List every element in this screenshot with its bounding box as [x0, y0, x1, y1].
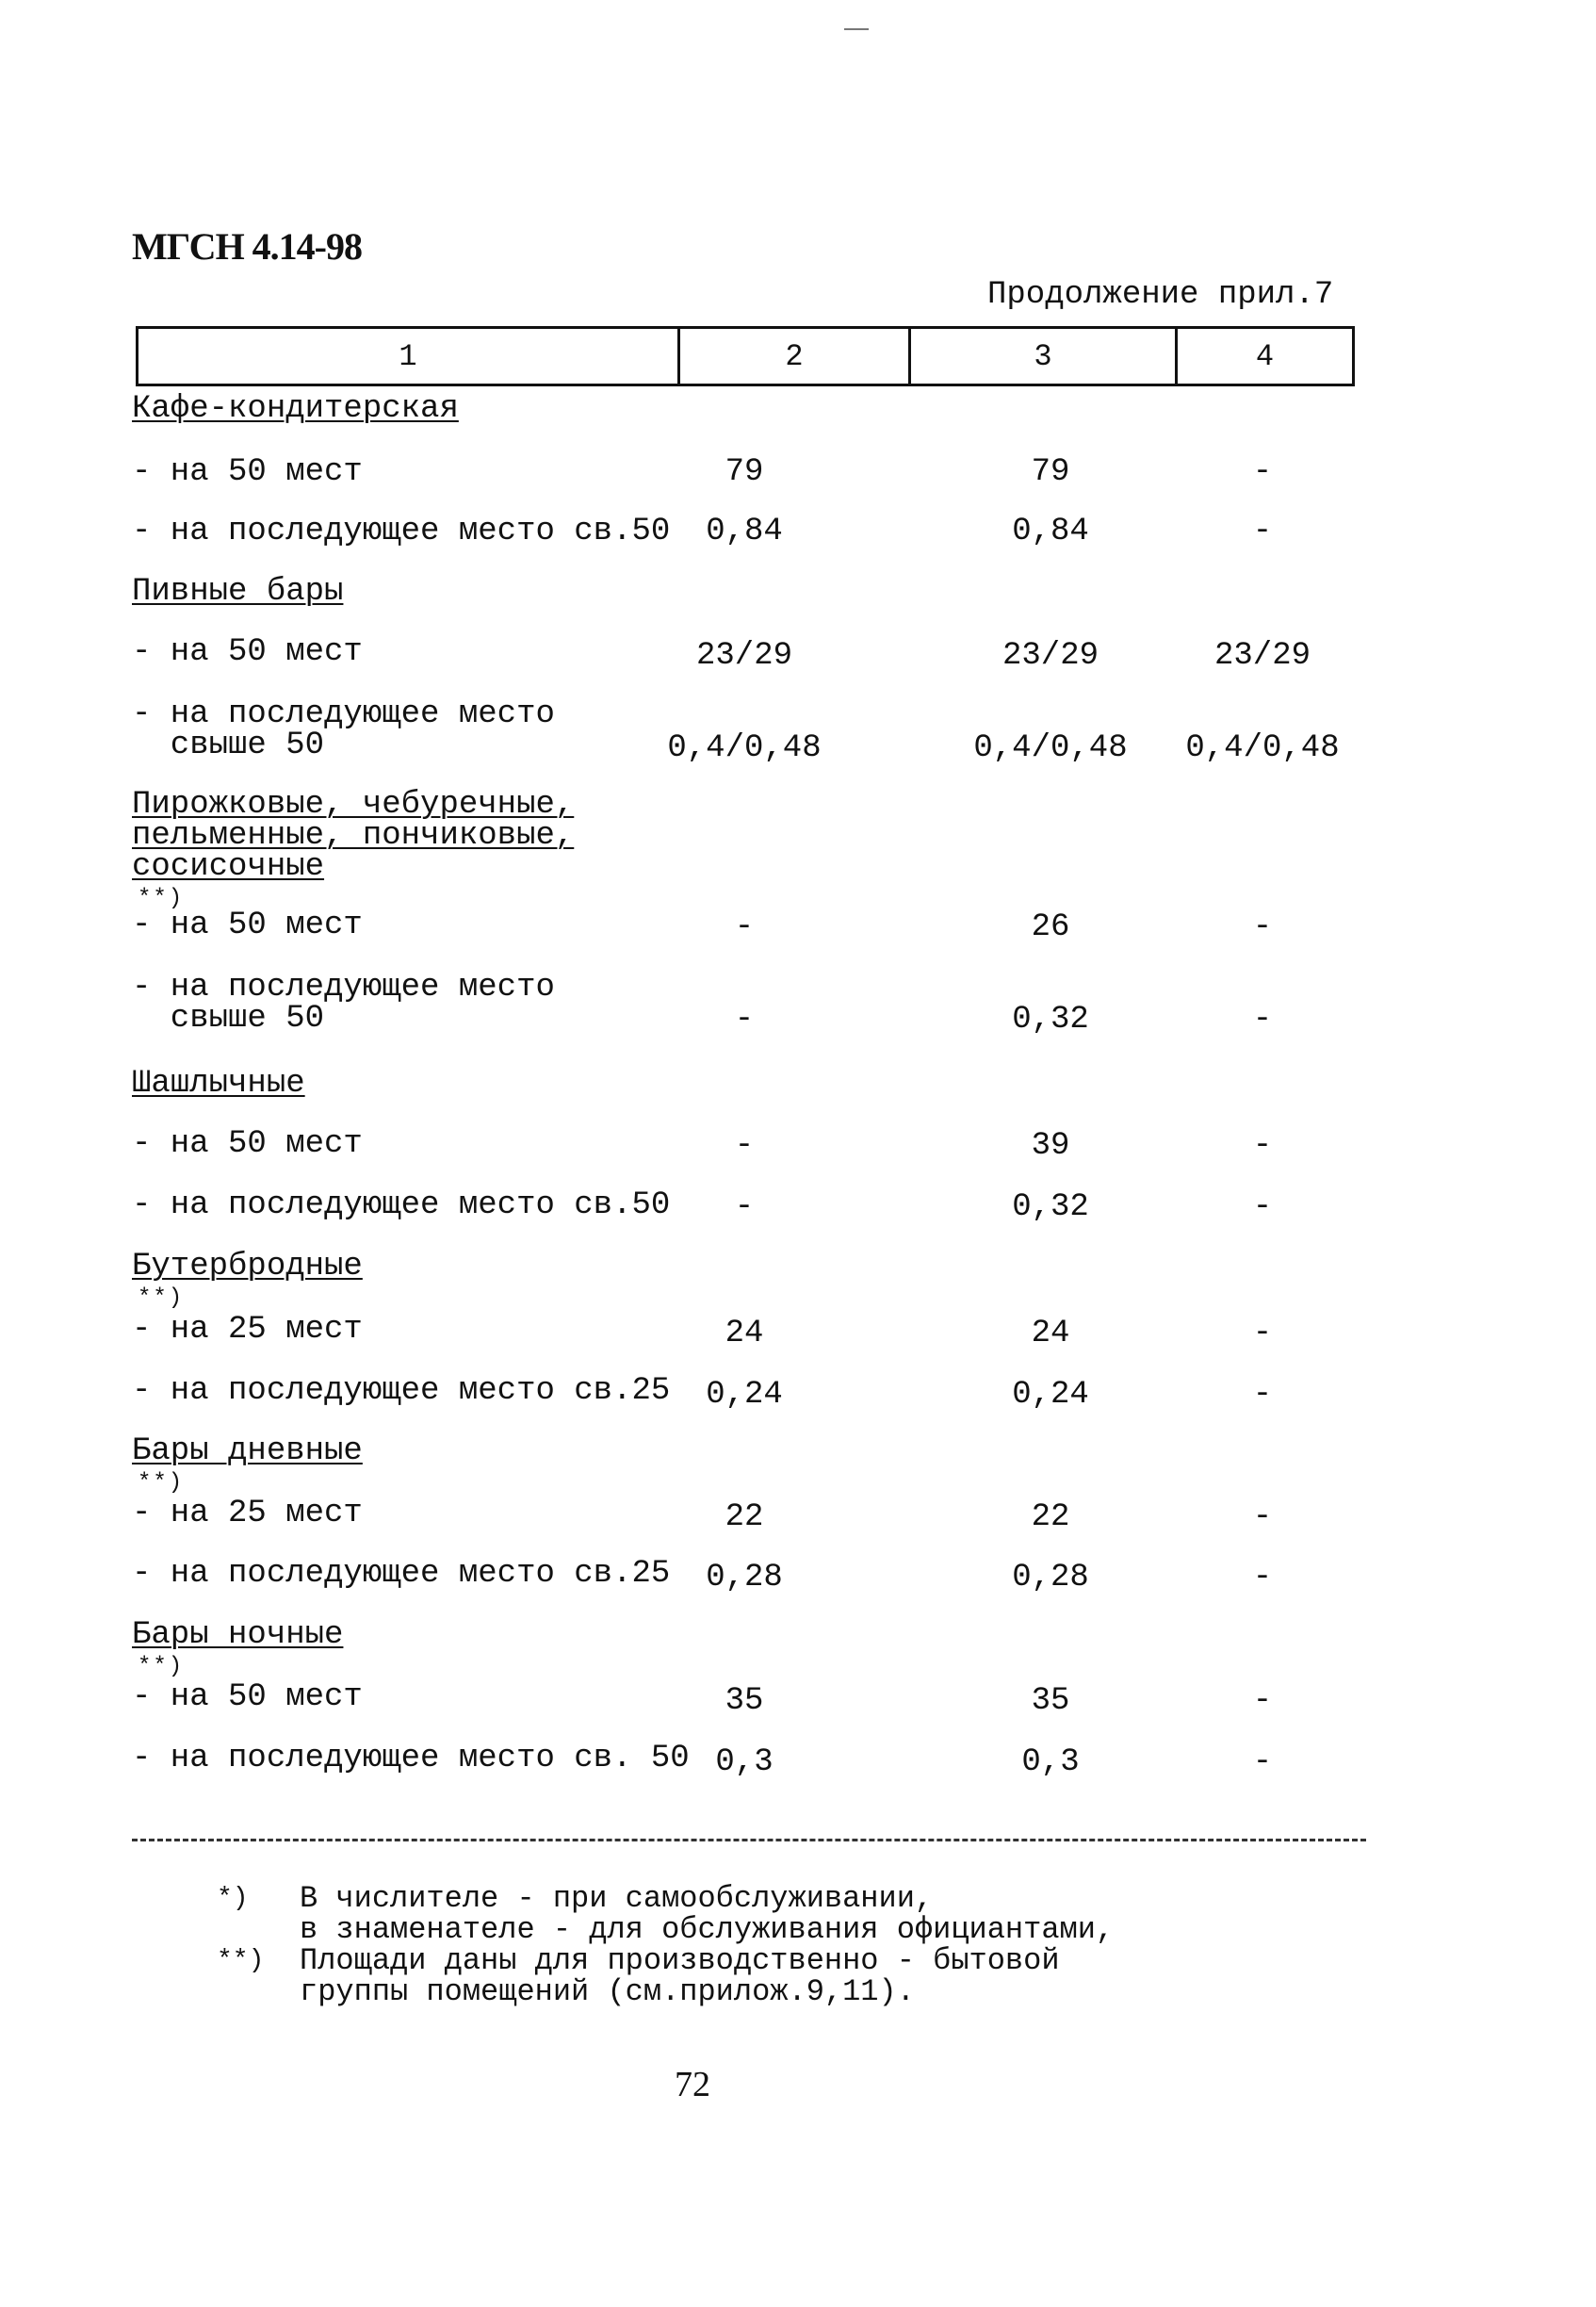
- row-label: - на 25 мест: [132, 1496, 363, 1531]
- row-label: - на последующее место св. 50: [132, 1741, 690, 1776]
- group-title: Кафе-кондитерская: [132, 391, 459, 427]
- row-label: - на 50 мест: [132, 454, 363, 490]
- value-cell-4: 0,4/0,48: [1185, 730, 1340, 766]
- row-label: - на последующее место св.50: [132, 1187, 671, 1223]
- value-cell-3: 0,84: [1012, 514, 1089, 549]
- row-label: - на 25 мест: [132, 1312, 363, 1348]
- group-title: Шашлычные: [132, 1066, 305, 1102]
- group-title-wrap: [132, 787, 575, 918]
- row-label: - на последующее место св.25: [132, 1556, 671, 1592]
- value-cell-3: 0,32: [1012, 1189, 1089, 1225]
- value-cell-4: 23/29: [1213, 638, 1311, 674]
- value-cell-3: 23/29: [1002, 638, 1099, 674]
- footnote-mark: *): [217, 1884, 249, 1913]
- value-cell-4: -: [1252, 1560, 1273, 1595]
- header-cell-3: 3: [911, 329, 1178, 384]
- footnote-reference-mark: **): [138, 1470, 185, 1496]
- group-title-wrap: [132, 1617, 344, 1686]
- row-label: - на 50 мест: [132, 1679, 363, 1715]
- value-cell-2: 23/29: [695, 638, 793, 674]
- footnote-separator: [132, 1839, 1366, 1841]
- header-cell-1: 1: [138, 329, 680, 384]
- value-cell-3: 39: [1031, 1128, 1070, 1164]
- value-cell-2: -: [734, 1189, 755, 1225]
- value-cell-4: -: [1252, 1189, 1273, 1225]
- value-cell-2: 0,28: [706, 1560, 783, 1595]
- value-cell-3: 79: [1031, 454, 1070, 490]
- footnote-reference-mark: **): [138, 886, 185, 911]
- footnotes: [217, 1883, 1114, 2007]
- group-title-wrap: [132, 1433, 363, 1502]
- value-cell-3: 0,28: [1012, 1560, 1089, 1595]
- value-cell-4: -: [1252, 1316, 1273, 1351]
- value-cell-4: -: [1252, 1744, 1273, 1780]
- value-cell-4: -: [1252, 514, 1273, 549]
- group-title: Бутербродные: [132, 1249, 363, 1284]
- group-title: Пирожковые, чебуречные, пельменные, пончиковые, сосисочные: [132, 787, 575, 885]
- row-label: - на последующее место свыше 50: [132, 970, 555, 1037]
- footnote-2: [217, 1945, 1114, 2007]
- row-label: - на 50 мест: [132, 908, 363, 943]
- footnote-reference-mark: **): [138, 1654, 185, 1679]
- continuation-label: Продолжение прил.7: [987, 277, 1334, 313]
- value-cell-4: -: [1252, 1128, 1273, 1164]
- value-cell-2: -: [734, 1128, 755, 1164]
- group-title: Бары дневные: [132, 1433, 363, 1469]
- value-cell-4: -: [1252, 1499, 1273, 1535]
- value-cell-4: -: [1252, 1377, 1273, 1413]
- value-cell-2: 35: [725, 1683, 764, 1719]
- value-cell-2: 79: [725, 454, 764, 490]
- value-cell-2: 24: [725, 1316, 764, 1351]
- row-label: - на последующее место свыше 50: [132, 696, 555, 763]
- header-cell-4: 4: [1255, 338, 1275, 374]
- value-cell-2: 0,84: [706, 514, 783, 549]
- header-cell-2: 2: [680, 329, 911, 384]
- value-cell-2: -: [734, 909, 755, 945]
- row-label: - на 50 мест: [132, 1126, 363, 1162]
- value-cell-3: 22: [1031, 1499, 1070, 1535]
- value-cell-3: 0,24: [1012, 1377, 1089, 1413]
- value-cell-4: -: [1252, 454, 1273, 490]
- value-cell-4: -: [1252, 1002, 1273, 1038]
- value-cell-2: 22: [725, 1499, 764, 1535]
- row-label: - на последующее место св.25: [132, 1373, 671, 1409]
- value-cell-4: -: [1252, 909, 1273, 945]
- footnote-text: В числителе - при самообслуживании, в знаменателе - для обслуживания официантами,: [300, 1881, 1115, 1947]
- group-title: Пивные бары: [132, 574, 344, 610]
- value-cell-2: 0,4/0,48: [667, 730, 822, 766]
- row-label: - на последующее место св.50: [132, 514, 671, 549]
- value-cell-3: 0,3: [1021, 1744, 1080, 1780]
- value-cell-3: 0,4/0,48: [973, 730, 1128, 766]
- value-cell-3: 26: [1031, 909, 1070, 945]
- row-label: - на 50 мест: [132, 634, 363, 670]
- table-header: [136, 326, 1355, 386]
- footnote-reference-mark: **): [138, 1285, 185, 1311]
- value-cell-3: 35: [1031, 1683, 1070, 1719]
- document-code: МГСН 4.14-98: [132, 225, 362, 268]
- value-cell-2: 0,3: [715, 1744, 774, 1780]
- value-cell-3: 0,32: [1012, 1002, 1089, 1038]
- group-title-wrap: [132, 1249, 363, 1317]
- top-dash-mark: [844, 28, 869, 30]
- value-cell-4: -: [1252, 1683, 1273, 1719]
- group-title: Бары ночные: [132, 1617, 344, 1653]
- page-number: 72: [675, 2065, 710, 2104]
- footnote-mark: **): [217, 1946, 265, 1975]
- footnote-1: [217, 1883, 1114, 1945]
- value-cell-3: 24: [1031, 1316, 1070, 1351]
- footnote-text: Площади даны для производственно - бытовой группы помещений (см.прилож.9,11).: [300, 1943, 1060, 2009]
- value-cell-2: -: [734, 1002, 755, 1038]
- value-cell-2: 0,24: [706, 1377, 783, 1413]
